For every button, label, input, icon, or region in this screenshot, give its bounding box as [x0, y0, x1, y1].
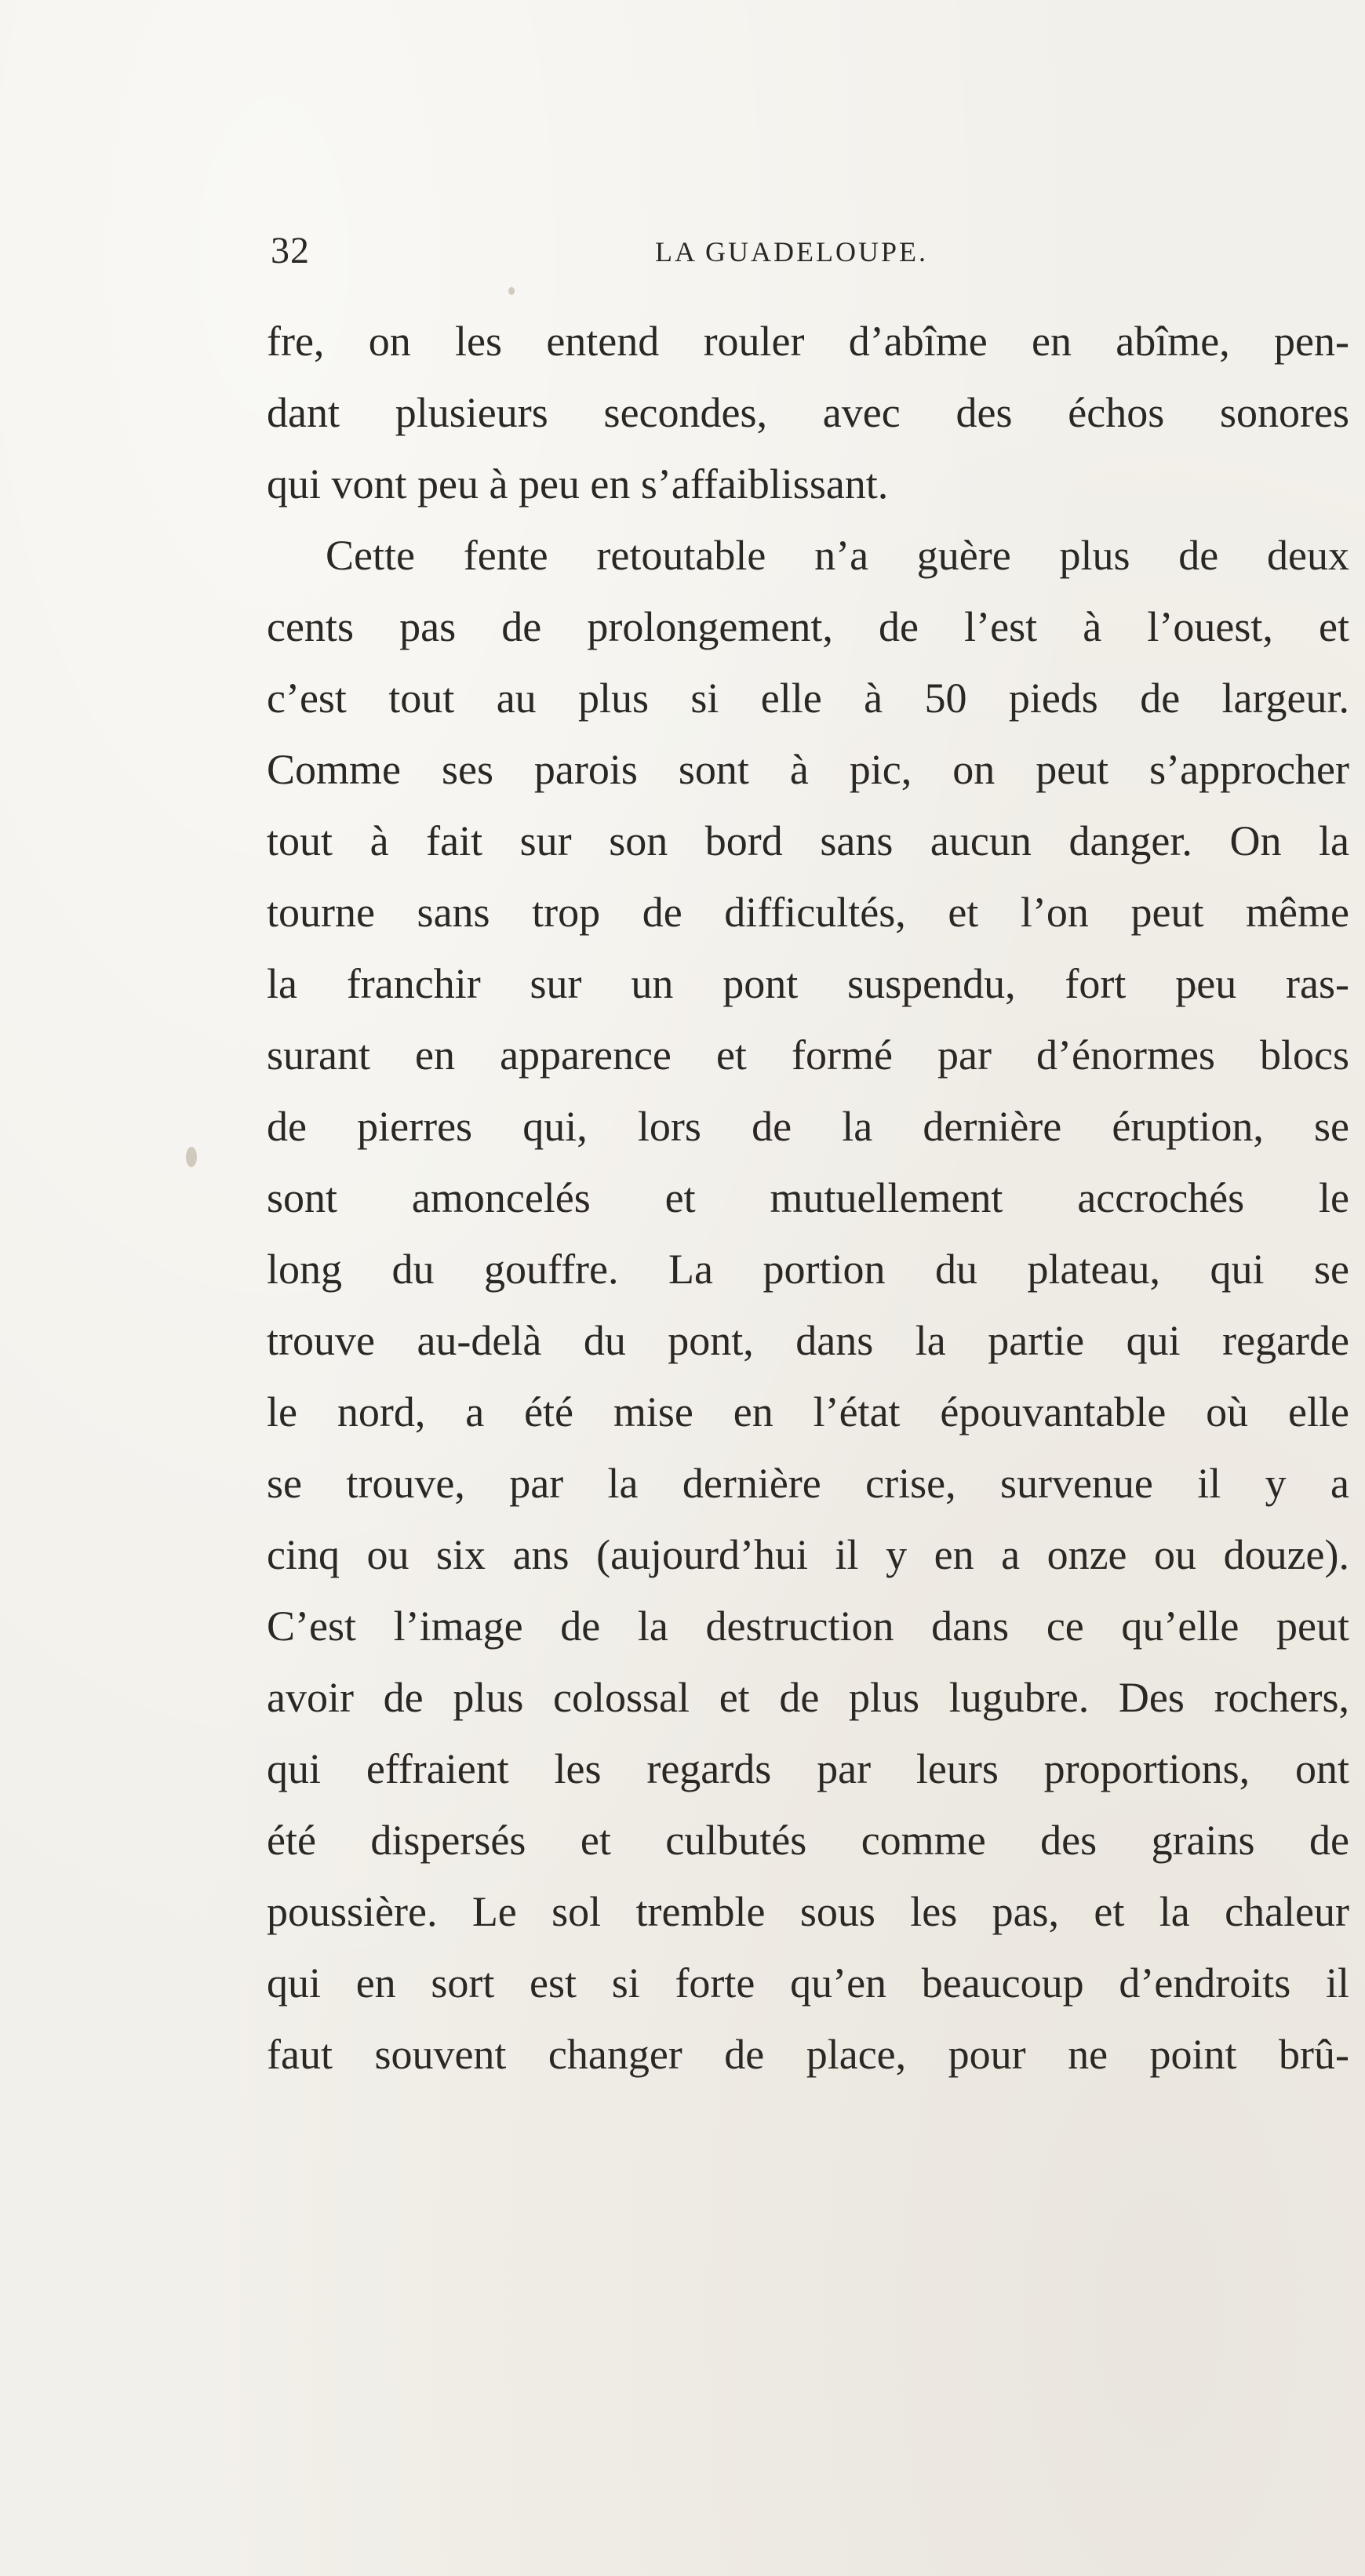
- text-line: tourne sans trop de difficultés, et l’on peut même: [267, 889, 1349, 936]
- text-line: faut souvent changer de place, pour ne point brû-: [267, 2031, 1349, 2078]
- text-line: dant plusieurs secondes, avec des échos sonores: [267, 389, 1349, 436]
- running-header: [271, 229, 1345, 284]
- text-line: C’est l’image de la destruction dans ce qu’elle peut: [267, 1603, 1349, 1650]
- text-line: qui vont peu à peu en s’affaiblissant.: [267, 460, 889, 508]
- paragraph: [267, 520, 1349, 2090]
- paper-speck: [508, 287, 515, 295]
- text-line: cinq ou six ans (aujourd’hui il y en a onze ou douze).: [267, 1531, 1349, 1578]
- text-line: tout à fait sur son bord sans aucun danger. On la: [267, 817, 1349, 864]
- text-line: cents pas de prolongement, de l’est à l’ouest, et: [267, 603, 1349, 650]
- text-line: avoir de plus colossal et de plus lugubre. Des rochers,: [267, 1674, 1349, 1721]
- text-line: été dispersés et culbutés comme des grains de: [267, 1817, 1349, 1864]
- text-line: sont amoncelés et mutuellement accrochés le: [267, 1174, 1349, 1221]
- text-line: la franchir sur un pont suspendu, fort peu ras-: [267, 960, 1349, 1007]
- text-line: c’est tout au plus si elle à 50 pieds de largeur.: [267, 675, 1349, 722]
- running-title: LA GUADELOUPE.: [655, 236, 928, 267]
- paper-speck: [186, 1147, 197, 1167]
- text-line: qui en sort est si forte qu’en beaucoup d’endroits il: [267, 1959, 1349, 2007]
- text-line: qui effraient les regards par leurs proportions, ont: [267, 1745, 1349, 1792]
- text-line: surant en apparence et formé par d’énormes blocs: [267, 1031, 1349, 1079]
- text-line: Cette fente retoutable n’a guère plus de deux: [326, 532, 1349, 579]
- body-text: [267, 306, 1349, 2090]
- text-line: trouve au-delà du pont, dans la partie qui regarde: [267, 1317, 1349, 1364]
- paragraph: [267, 306, 1349, 520]
- text-line: long du gouffre. La portion du plateau, qui se: [267, 1246, 1349, 1293]
- text-line: de pierres qui, lors de la dernière éruption, se: [267, 1103, 1349, 1150]
- page-number: 32: [271, 230, 310, 271]
- text-line: poussière. Le sol tremble sous les pas, et la chaleur: [267, 1888, 1349, 1935]
- text-line: se trouve, par la dernière crise, survenue il y a: [267, 1460, 1349, 1507]
- text-line: fre, on les entend rouler d’abîme en abîme, pen-: [267, 318, 1349, 365]
- text-line: le nord, a été mise en l’état épouvantable où elle: [267, 1388, 1349, 1435]
- text-line: Comme ses parois sont à pic, on peut s’approcher: [267, 746, 1349, 793]
